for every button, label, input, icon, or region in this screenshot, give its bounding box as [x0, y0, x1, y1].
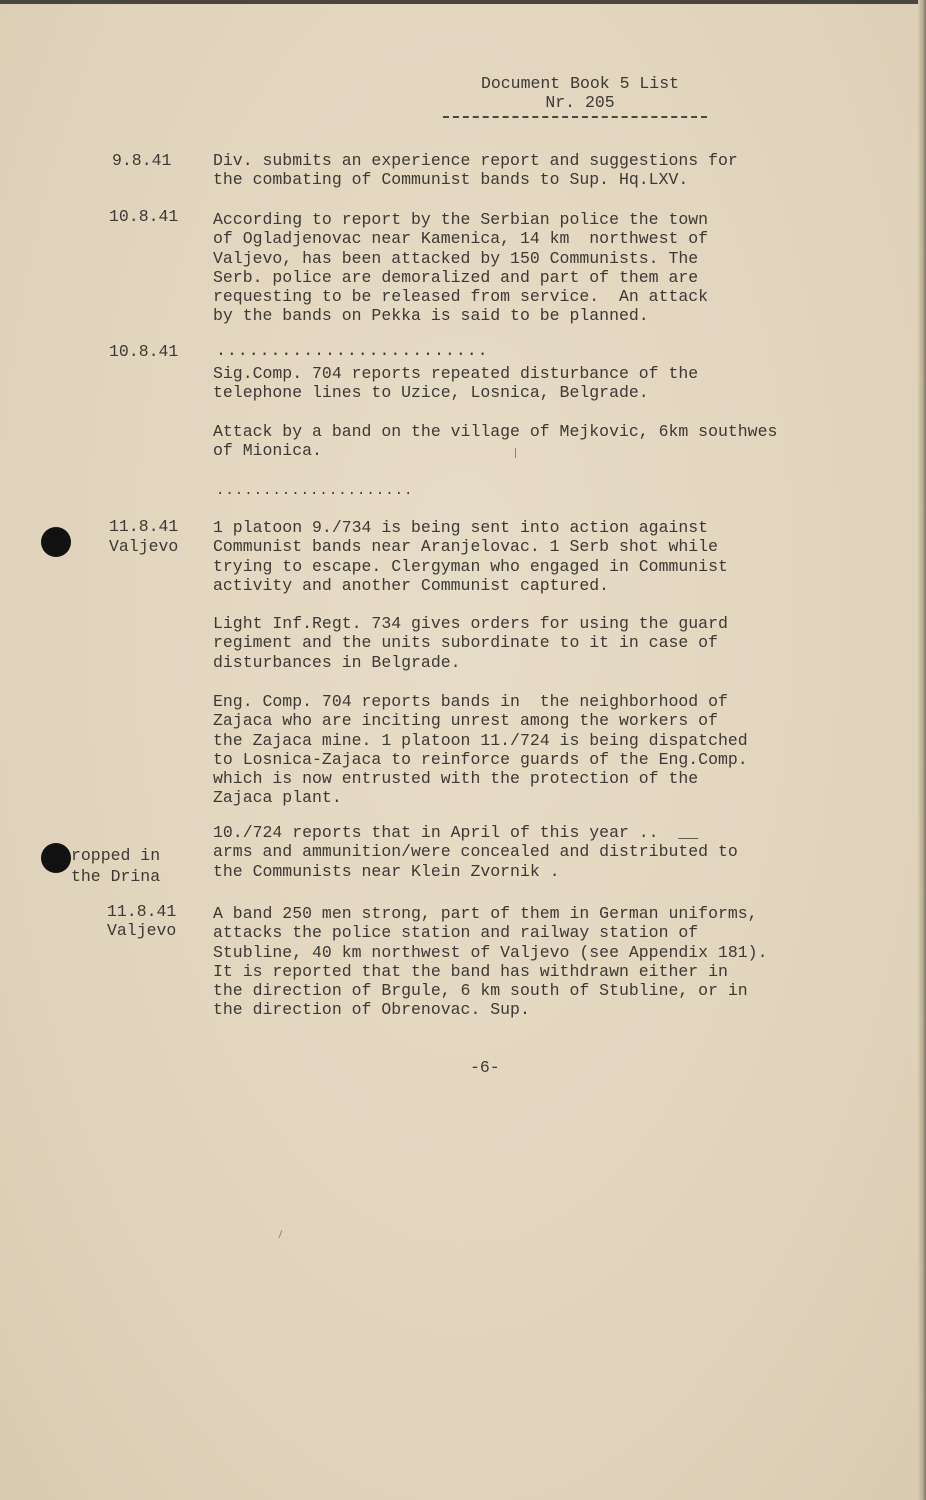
ellipsis-line: ......................... [216, 341, 489, 360]
margin-note-line2: the Drina [71, 867, 161, 886]
entry-paragraph: 10./724 reports that in April of this year .. __ arms and ammunition/were concealed and distributed to the Communists near Klein Zvornik . [213, 823, 738, 881]
entry-paragraph: Light Inf.Regt. 734 gives orders for using the guard regiment and the units subordinate to it in case of disturbances in Belgrade. [213, 614, 728, 672]
page-number: -6- [470, 1058, 500, 1077]
entry-date: 11.8.41 [107, 902, 177, 921]
entry-place: Valjevo [107, 921, 177, 940]
entry-paragraph: Sig.Comp. 704 reports repeated disturbance of the telephone lines to Uzice, Losnica, Belgrade. [213, 364, 699, 403]
entry-paragraph: Eng. Comp. 704 reports bands in the neighborhood of Zajaca who are inciting unrest among the workers of the Zajaca mine. 1 platoon 11./724 is being dispatched to Losnica-Zajaca to reinforce guards of the Eng.Comp. which is now entrusted with the protection of the Zajaca plant. [213, 692, 748, 808]
entry-date: 11.8.41 [109, 517, 179, 536]
header-title: Document Book 5 List [480, 74, 680, 93]
document-header [440, 74, 720, 112]
scan-top-edge [0, 0, 926, 4]
entry-date: 10.8.41 [109, 207, 179, 226]
margin-note-line1: ropped in [71, 846, 161, 865]
entry-paragraph: Attack by a band on the village of Mejkovic, 6km southwes of Mionica. [213, 422, 778, 461]
entry-paragraph: Div. submits an experience report and suggestions for the combating of Communist bands to Sup. Hq.LXV. [213, 151, 738, 190]
entry-date: 9.8.41 [112, 151, 172, 170]
scan-mark [515, 448, 516, 458]
punch-hole [41, 527, 71, 557]
ellipsis-line: ..................... [216, 483, 414, 499]
scan-right-edge [918, 0, 926, 1500]
scan-mark [279, 1230, 283, 1238]
entry-paragraph: 1 platoon 9./734 is being sent into action against Communist bands near Aranjelovac. 1 Serb shot while trying to escape. Clergyman who engaged in Communist activity and another Communist captured. [213, 518, 728, 595]
punch-hole [41, 843, 71, 873]
entry-paragraph: A band 250 men strong, part of them in German uniforms, attacks the police station and railway station of Stubline, 40 km northwest of Valjevo (see Appendix 181). It is reported that the band has withdrawn either in the direction of Brgule, 6 km south of Stubline, or in the direction of Obrenovac. Sup. [213, 904, 768, 1020]
entry-place: Valjevo [109, 537, 179, 556]
header-number: Nr. 205 [545, 93, 615, 112]
header-rule [443, 116, 707, 118]
entry-paragraph: According to report by the Serbian police the town of Ogladjenovac near Kamenica, 14 km northwest of Valjevo, has been attacked by 150 Communists. The Serb. police are demoralized and part of them are requesting to be released from service. An attack by the bands on Pekka is said to be planned. [213, 210, 709, 326]
entry-date: 10.8.41 [109, 342, 179, 361]
